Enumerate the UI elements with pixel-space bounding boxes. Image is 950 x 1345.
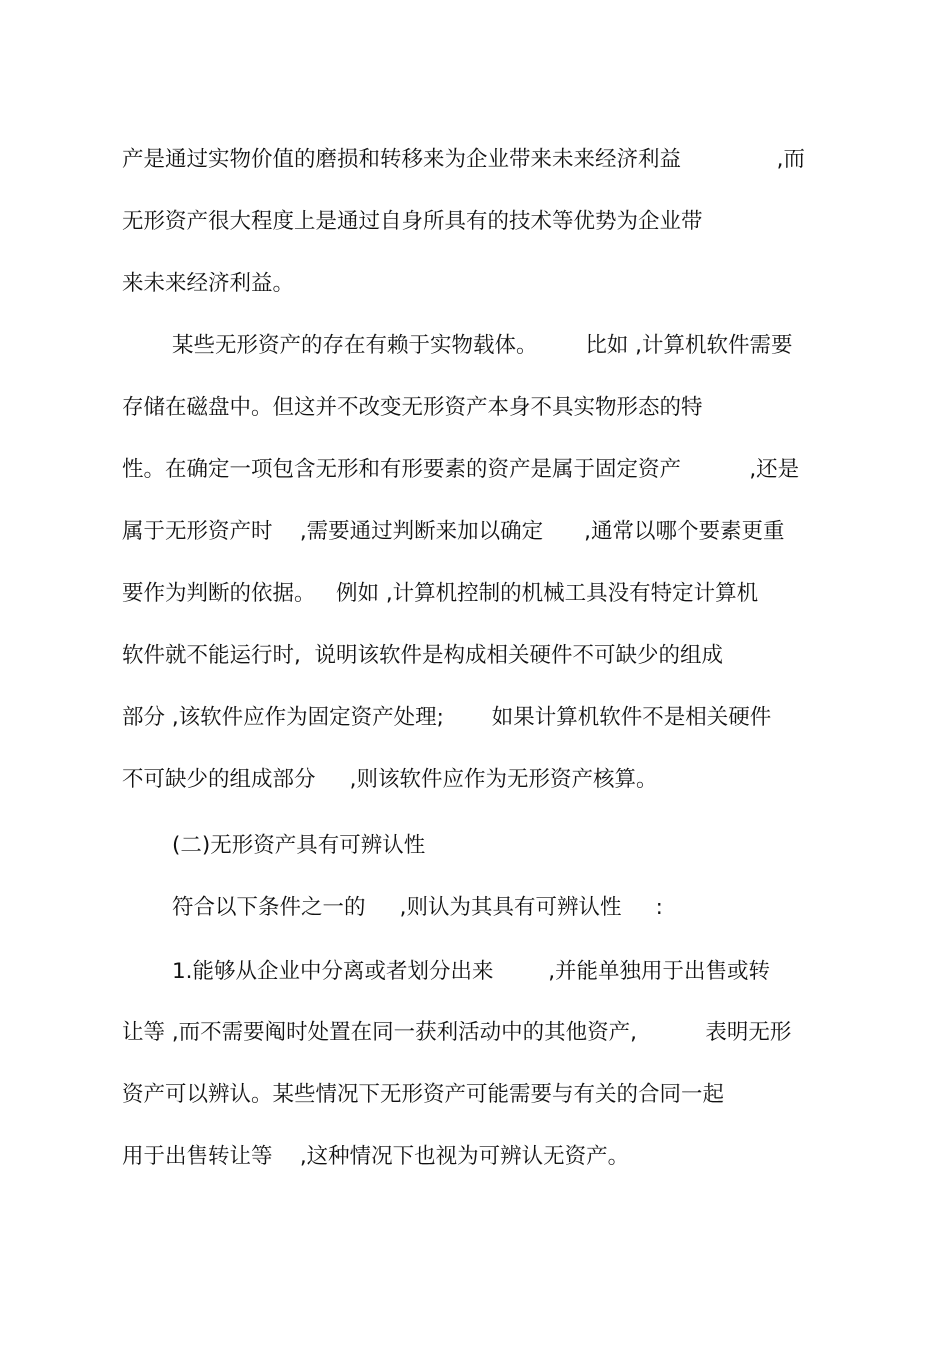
- paragraph-2-line-4: 属于无形资产时 ,需要通过判断来加以确定 ,通常以哪个要素更重: [122, 519, 785, 544]
- section-heading: (二)无形资产具有可辨认性: [172, 833, 426, 858]
- condition-1-line-1: 1.能够从企业中分离或者划分出来 ,并能单独用于出售或转: [172, 959, 771, 984]
- paragraph-2-line-1: 某些无形资产的存在有赖于实物载体。 比如 ,计算机软件需要: [172, 333, 793, 358]
- text-line-3: 来未来经济利益。: [122, 271, 295, 296]
- paragraph-2-line-2: 存储在磁盘中。但这并不改变无形资产本身不具实物形态的特: [122, 395, 703, 420]
- text-line-2: 无形资产很大程度上是通过自身所具有的技术等优势为企业带: [122, 209, 703, 234]
- paragraph-2-line-7: 部分 ,该软件应作为固定资产处理; 如果计算机软件不是相关硬件: [122, 705, 772, 730]
- paragraph-2-line-5: 要作为判断的依据。 例如 ,计算机控制的机械工具没有特定计算机: [122, 581, 759, 606]
- paragraph-2-line-3: 性。在确定一项包含无形和有形要素的资产是属于固定资产 ,还是: [122, 457, 800, 482]
- condition-1-line-3: 资产可以辨认。某些情况下无形资产可能需要与有关的合同一起: [122, 1082, 725, 1107]
- paragraph-2-line-8: 不可缺少的组成部分 ,则该软件应作为无形资产核算。: [122, 767, 658, 792]
- condition-1-line-4: 用于出售转让等 ,这种情况下也视为可辨认无资产。: [122, 1144, 630, 1169]
- condition-1-line-2: 让等 ,而不需要阄时处置在同一获利活动中的其他资产, 表明无形: [122, 1020, 792, 1045]
- text-line-1: 产是通过实物价值的磨损和转移来为企业带来未来经济利益 ,而: [122, 147, 806, 172]
- condition-intro: 符合以下条件之一的 ,则认为其具有可辨认性 :: [172, 895, 663, 920]
- paragraph-2-line-6: 软件就不能运行时, 说明该软件是构成相关硬件不可缺少的组成: [122, 643, 724, 668]
